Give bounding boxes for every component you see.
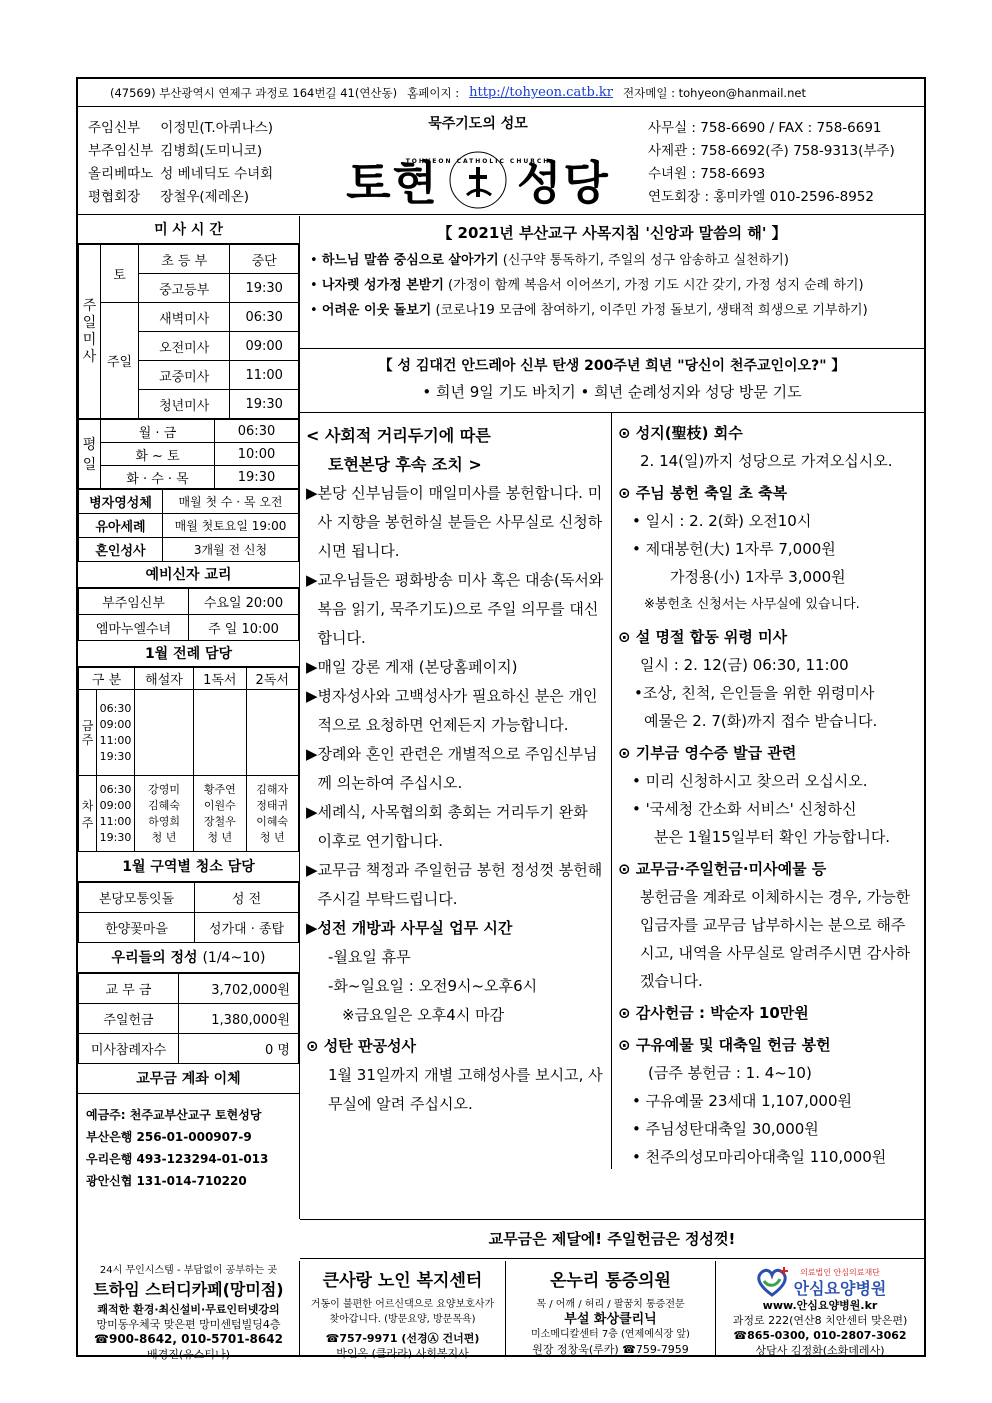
offering-label: 주일헌금 [79,1004,179,1034]
ad-line: 미소메디칼센터 7층 (연제예식장 앞) [531,1329,690,1340]
staff-name: 김병희(도미니코) [160,143,263,159]
mass-time: 11:00 [230,361,299,390]
col-head: 해설자 [135,668,194,690]
ad-welfare-center [300,1261,506,1360]
weekday-label: 평일 [79,420,101,489]
info-value: 3개월 전 신청 [163,538,299,562]
ad-study-cafe [78,1261,300,1361]
contact-office: 사무실 : 758-6690 / FAX : 758-6691 [648,120,882,136]
offering-amount: 1,380,000원 [179,1004,299,1034]
guideline-item: • 어려운 이웃 돌보기 (코로나19 모금에 참여하기, 이주민 가정 돌보기, 생태적 희생으로 기부하기) [310,303,868,318]
header [78,107,924,215]
col-head: 2독서 [246,668,299,690]
notice-text: 본당 신부님들이 매일미사를 봉헌합니다. 미사 지향을 봉헌하실 분들은 사무실로 신청하시면 됩니다. [317,484,603,560]
notice-item [306,653,605,682]
footer-slogan: 교무금은 제달에! 주일헌금은 정성껏! [300,1219,924,1259]
notice-text: 교무금 책정과 주일헌금 봉헌 정성껏 봉헌해 주시길 부탁드립니다. [317,861,603,908]
person: 이혜숙 [256,814,289,828]
sacrament-table [78,489,299,562]
staff-list [88,117,273,209]
person: 황주연 [203,782,236,796]
mass-name: 새벽미사 [139,303,230,332]
notice-paragraph: 봉헌금을 계좌로 이체하시는 경우, 가능한 입금자를 교무금 납부하시는 분으로 해주시고, 내역을 사무실로 알려주시면 감사하겠습니다. [640,888,911,990]
notice-line: • 미리 신청하시고 찾으러 오십시오. [632,772,868,790]
next-week-label: 차주 [79,776,97,852]
notice-text: 세례식, 사목협의회 총회는 거리두기 완화 이후로 연기합니다. [317,803,588,850]
logo-text: TOHYEON CATHOLIC CHURCH [405,158,551,165]
col-head: 1독서 [194,668,246,690]
notice-line: • 천주의성모마리아대축일 110,000원 [632,1148,887,1166]
notice-line: (금주 봉헌금 : 1. 4~10) [648,1064,812,1082]
mass-name: 청년미사 [139,390,230,419]
offering-title-text: 우리들의 정성 [111,950,198,966]
ad-phone: ☎865-0300, 010-2807-3062 [733,1329,907,1342]
guideline-item-head: 하느님 말씀 중심으로 살아가기 [321,253,499,268]
person: 강영미 [148,782,180,796]
notice-item [306,682,605,740]
catechism-time: 주 일 10:00 [189,615,299,641]
ad-line: 목 / 어깨 / 허리 / 팔꿈치 통증전문 [536,1299,685,1310]
person: 청 년 [207,830,233,844]
mass-time: 중단 [230,245,299,274]
bullet: ▶ [306,861,318,879]
notice-item [306,798,605,856]
bank-title: 교무금 계좌 이체 [78,1064,299,1094]
person: 청 년 [151,830,177,844]
jubilee-title: 【 성 김대건 안드레아 신부 탄생 200주년 희년 "당신이 천주교인이오?" 】 [378,358,846,374]
notice-text: 장례와 혼인 관련은 개별적으로 주임신부님께 의논하여 주십시오. [317,745,598,792]
notice-title: < 사회적 거리두기에 따른 [306,426,491,445]
district: 한양꽃마을 [79,913,195,943]
ad-line: 의료법인 안심의료재단 [800,1268,880,1277]
account-line: 우리은행 493-123294-01-013 [86,1152,269,1166]
mass-name: 초 등 부 [139,245,230,274]
catechism-title: 예비신자 교리 [78,562,299,588]
person: 정태귀 [256,798,289,812]
address: (47569) 부산광역시 연제구 과정로 164번길 41(연산동) [110,85,398,100]
contacts [648,117,895,209]
notice-line: 가정용(小) 1자루 3,000원 [670,568,846,586]
staff-role: 주임신부 [88,120,141,136]
mass-title: 미 사 시 간 [78,216,299,244]
notice-item [306,479,605,566]
notice-text: 매일 강론 게재 (본당홈페이지) [317,658,518,676]
bullet: ▶ [306,745,318,763]
pastoral-guideline [300,216,924,349]
contact-convent: 수녀원 : 758-6693 [648,166,766,182]
staff-name: 장철우(제레온) [160,189,250,205]
bullet: ▶ [306,919,318,937]
mass-name: 교중미사 [139,361,230,390]
catechism-teacher: 부주임신부 [79,589,189,615]
bullet: ▶ [306,658,318,676]
bullet: ▶ [306,687,318,705]
district: 본당모통잇돌 [79,883,195,913]
offering-amount: 0 명 [179,1034,299,1064]
ads-row [78,1261,924,1361]
ad-line: 24시 무인시스템 - 부담없이 공부하는 곳 [99,1265,278,1276]
times: 06:30 09:00 11:00 19:30 [97,776,135,852]
bank-accounts [78,1094,299,1202]
ad-link: www.안심요양병원.kr [762,1299,878,1312]
account-line: 부산은행 256-01-000907-9 [86,1130,252,1144]
bulletin-page [76,77,926,1361]
contact-yeondo: 연도회장 : 홍미카엘 010-2596-8952 [648,189,874,205]
confession-title: ⊙ 성탄 판공성사 [306,1037,416,1055]
hours-line: -화~일요일 : 오전9시~오후6시 [328,977,538,995]
church-name-left: 토현 [346,156,439,210]
notice-title: 토현본당 후속 조치 > [328,455,482,474]
notices [300,413,924,1169]
col-head: 구 분 [79,668,135,690]
church-title [328,111,628,211]
staff-role: 올리베따노 [88,166,154,182]
notice-heading: ⊙ 구유예물 및 대축일 헌금 봉헌 [618,1036,831,1054]
ad-line: 거동이 불편한 어르신댁으로 요양보호사가 찾아갑니다. (방문요양, 방문목욕) [310,1299,495,1325]
person: 청 년 [259,830,285,844]
ad-line: 배경진(유스티나) [147,1348,230,1361]
guideline-item-desc: (코로나19 모금에 참여하기, 이주민 가정 돌보기, 생태적 희생으로 기부하기) [435,303,868,318]
person: 하영희 [148,814,180,828]
ad-line: 쾌적한 환경·최신설비·무료인터넷강의 [97,1303,280,1316]
person: 김해자 [256,782,289,796]
weekday-days: 화 ~ 토 [101,443,215,466]
weekday-time: 06:30 [215,420,299,443]
hours-line: ※금요일은 오후4시 마감 [342,1006,505,1024]
offering-period: (1/4~10) [202,950,266,966]
mass-name: 중고등부 [139,274,230,303]
ad-pain-clinic [506,1261,716,1357]
left-column [78,216,300,1219]
this-week-label: 금주 [79,690,97,776]
ad-title: 트하임 스터디카페(망미점) [93,1280,284,1299]
notice-line: • 제대봉헌(大) 1자루 7,000원 [632,540,836,558]
ad-phone: ☎757-9971 (선경Ⓐ 건너편) [325,1332,480,1345]
info-label: 혼인성사 [79,538,163,562]
jubilee-box [300,349,924,413]
notice-line: • 주님성탄대축일 30,000원 [632,1120,819,1138]
offering-title [78,943,299,973]
church-name-right: 성당 [517,156,610,210]
notice-heading: ⊙ 교무금·주일헌금·미사예물 등 [618,860,827,878]
notice-heading: ⊙ 기부금 영수증 발급 관련 [618,744,797,762]
confession-text: 1월 31일까지 개별 고해성사를 보시고, 사무실에 알려 주십시오. [328,1066,603,1113]
notice-item [306,856,605,914]
weekday-mass-table [78,419,299,489]
area: 성 전 [195,883,299,913]
sunday-mass-table [78,244,299,419]
notice-item [306,914,605,943]
person: 김혜숙 [148,798,180,812]
cleaning-table [78,882,299,943]
jubilee-line: • 희년 9일 기도 바치기 • 희년 순례성지와 성당 방문 기도 [422,383,802,401]
weekday-days: 월 · 금 [101,420,215,443]
staff-name: 이정민(T.아퀴나스) [160,120,274,136]
guideline-item: • 하느님 말씀 중심으로 살아가기 (신구약 통독하기, 주일의 성구 암송하고 실천하기) [310,253,789,268]
ad-title: 안심요양병원 [793,1279,887,1298]
weekday-days: 화 · 수 · 목 [101,466,215,489]
notice-item [306,740,605,798]
catechism-table [78,588,299,641]
notice-item [306,566,605,653]
ad-line: 부설 화상클리닉 [564,1312,657,1327]
ad-phone: ☎900-8642, 010-5701-8642 [94,1332,283,1346]
notice-line: • '국세청 간소화 서비스' 신청하신 [632,800,857,818]
ad-line: 과정로 222(연산8 치안센터 맞은편) [732,1314,908,1327]
notice-line: •조상, 친척, 은인들을 위한 위령미사 [634,684,875,702]
offering-label: 미사참례자수 [79,1034,179,1064]
info-value: 매월 첫토요일 19:00 [163,514,299,538]
info-label: 유아세례 [79,514,163,538]
offering-table [78,973,299,1064]
notice-line: 2. 14(일)까지 성당으로 가져오십시오. [640,452,893,470]
heart-logo-icon [754,1267,790,1297]
weekday-time: 10:00 [215,443,299,466]
email: 전자메일 : tohyeon@hanmail.net [623,85,806,100]
ad-title: 큰사랑 노인 복지센터 [322,1271,483,1291]
homepage-link[interactable]: http://tohyeon.catb.kr [469,85,613,100]
hours-line: -월요일 휴무 [328,948,411,966]
church-logo-icon [405,149,551,211]
guideline-title: 【 2021년 부산교구 사목지침 '신앙과 말씀의 해' 】 [437,224,787,242]
ad-phone: 원장 정창욱(루카) ☎759-7959 [532,1343,689,1356]
offering-amount: 3,702,000원 [179,974,299,1004]
liturgy-table [78,667,299,852]
notice-text: 병자성사와 고백성사가 필요하신 분은 개인적으로 요청하면 언제든지 가능합니다. [317,687,598,734]
top-info-bar [78,79,924,107]
guideline-item: • 나자렛 성가정 본받기 (가정이 함께 복음서 이어쓰기, 가정 기도 시간 갖기, 가정 성지 순례 하기) [310,278,864,293]
ad-line: 망미동우체국 맞은편 망미센텀빌딩4층 [96,1318,281,1331]
account-line: 광안신협 131-014-710220 [86,1174,247,1188]
ad-hospital [716,1261,924,1357]
notice-text: 성전 개방과 사무실 업무 시간 [317,919,513,937]
catechism-time: 수요일 20:00 [189,589,299,615]
guideline-item-head: 어려운 이웃 돌보기 [321,303,432,318]
sat-label: 토 [101,245,139,303]
guideline-item-desc: (가정이 함께 복음서 이어쓰기, 가정 기도 시간 갖기, 가정 성지 순례 하기) [448,278,864,293]
notices-right [612,413,924,1169]
notices-left [300,413,612,1169]
info-value: 매월 첫 수 · 목 오전 [163,490,299,514]
mass-time: 19:30 [230,390,299,419]
times: 06:30 09:00 11:00 19:30 [97,690,135,776]
church-name [328,147,628,213]
notice-line: ※봉헌초 신청서는 사무실에 있습니다. [644,597,860,612]
bullet: ▶ [306,803,318,821]
bullet: ▶ [306,571,318,589]
mass-name: 오전미사 [139,332,230,361]
contact-rectory: 사제관 : 758-6692(주) 758-9313(부주) [648,143,895,159]
ad-line: 박인옥 (클라라) 사회복지사 [336,1347,469,1360]
offering-label: 교 무 금 [79,974,179,1004]
notice-line: 분은 1월15일부터 확인 가능합니다. [654,828,891,846]
bullet: ▶ [306,484,318,502]
info-label: 병자영성체 [79,490,163,514]
ad-line: 상담사 김정화(소화데레사) [755,1344,885,1357]
sunday-mass-label: 주일미사 [79,245,101,419]
sun-label: 주일 [101,303,139,419]
cleaning-title: 1월 구역별 청소 담당 [78,852,299,882]
mass-time: 06:30 [230,303,299,332]
homepage-label: 홈페이지 : [407,85,460,100]
ad-title: 온누리 통증의원 [550,1271,671,1291]
notice-heading: ⊙ 감사헌금 : 박순자 10만원 [618,1004,809,1022]
notice-line: 예물은 2. 7(화)까지 접수 받습니다. [644,712,878,730]
notice-heading: ⊙ 설 명절 합동 위령 미사 [618,628,788,646]
notice-heading: ⊙ 주님 봉헌 축일 초 축복 [618,484,788,502]
person: 이원수 [203,798,236,812]
account-holder: 예금주: 천주교부산교구 토현성당 [86,1108,262,1122]
notice-line: • 일시 : 2. 2(화) 오전10시 [632,512,812,530]
staff-role: 평협회장 [88,189,141,205]
staff-name: 성 베네딕도 수녀회 [160,166,274,182]
notice-line: • 구유예물 23세대 1,107,000원 [632,1092,853,1110]
hospital-logo [716,1265,924,1298]
staff-role: 부주임신부 [88,143,154,159]
notice-line: 일시 : 2. 12(금) 06:30, 11:00 [640,656,849,674]
guideline-item-head: 나자렛 성가정 본받기 [321,278,444,293]
guideline-item-desc: (신구약 통독하기, 주일의 성구 암송하고 실천하기) [502,253,789,268]
liturgy-title: 1월 전례 담당 [78,641,299,667]
weekday-time: 19:30 [215,466,299,489]
subtitle: 묵주기도의 성모 [428,116,528,132]
area: 성가대 · 종탑 [195,913,299,943]
catechism-teacher: 엠마누엘수녀 [79,615,189,641]
notice-heading: ⊙ 성지(聖枝) 회수 [618,424,743,442]
mass-time: 19:30 [230,274,299,303]
person: 장철우 [203,814,236,828]
mass-time: 09:00 [230,332,299,361]
notice-text: 교우님들은 평화방송 미사 혹은 대송(독서와 복음 읽기, 묵주기도)으로 주일 의무를 대신합니다. [317,571,604,647]
